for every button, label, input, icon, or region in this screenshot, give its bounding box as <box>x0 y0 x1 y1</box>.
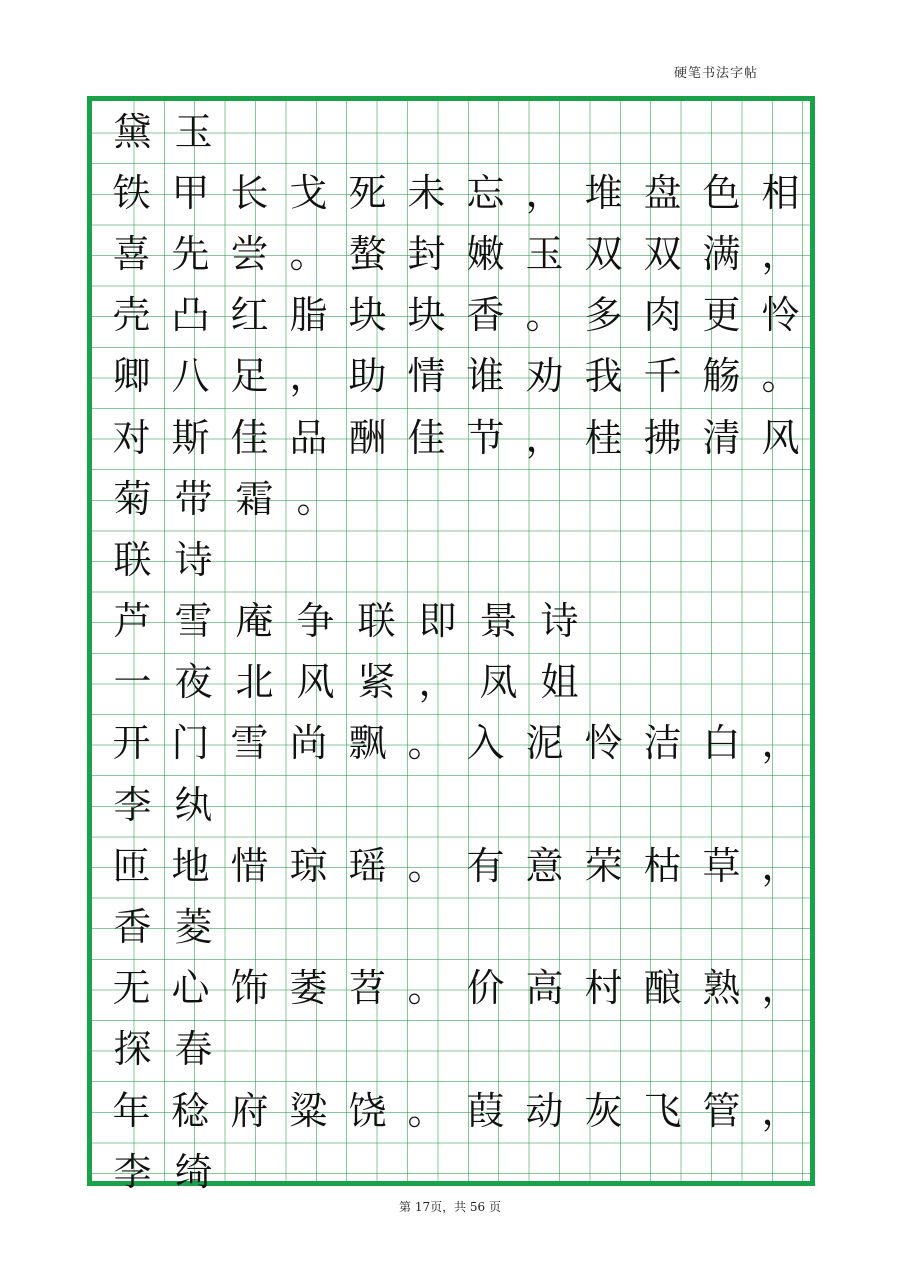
practice-character: 庵 <box>235 599 274 644</box>
practice-character: 色 <box>702 170 741 215</box>
practice-character: 。 <box>407 721 446 766</box>
practice-character: 联 <box>357 599 396 644</box>
practice-character: ， <box>525 415 564 460</box>
practice-character: 更 <box>702 293 741 338</box>
practice-character: 白 <box>702 721 741 766</box>
practice-character: 动 <box>525 1088 564 1133</box>
practice-character: 景 <box>479 599 518 644</box>
practice-character: 尚 <box>289 721 328 766</box>
practice-row <box>92 468 810 529</box>
practice-character: 黛 <box>113 109 152 154</box>
page-number: 第 17页，共 56 页 <box>399 1200 501 1214</box>
practice-character: 凸 <box>171 293 210 338</box>
practice-character: 谁 <box>466 354 505 399</box>
practice-character: 佳 <box>230 415 269 460</box>
practice-character: 高 <box>525 966 564 1011</box>
practice-character: 喜 <box>112 231 151 276</box>
practice-character: 价 <box>466 966 505 1011</box>
practice-character: 八 <box>171 354 210 399</box>
practice-character: 块 <box>407 293 446 338</box>
practice-grid-sheet <box>87 96 815 1194</box>
practice-character: ， <box>761 843 800 888</box>
practice-character: 有 <box>466 843 505 888</box>
practice-character: 封 <box>407 231 446 276</box>
practice-character: 相 <box>761 170 800 215</box>
practice-character: 拂 <box>643 415 682 460</box>
practice-character: 玉 <box>525 231 564 276</box>
practice-character: 酿 <box>643 966 682 1011</box>
practice-row <box>92 1019 810 1080</box>
practice-character: 怜 <box>761 293 800 338</box>
practice-character: 螯 <box>348 231 387 276</box>
practice-row <box>92 223 810 284</box>
practice-character: 足 <box>230 354 269 399</box>
practice-character: 怜 <box>584 721 623 766</box>
practice-character: 。 <box>289 231 328 276</box>
practice-character: 芦 <box>113 599 152 644</box>
practice-character: 年 <box>112 1088 151 1133</box>
practice-character: 斯 <box>171 415 210 460</box>
practice-character: ， <box>761 231 800 276</box>
practice-character: 霜 <box>235 476 274 521</box>
practice-row <box>92 774 810 835</box>
practice-character: 未 <box>407 170 446 215</box>
practice-character: 飘 <box>348 721 387 766</box>
practice-character: 。 <box>407 843 446 888</box>
practice-character: 惜 <box>230 843 269 888</box>
practice-character: 忘 <box>466 170 505 215</box>
practice-character: 玉 <box>174 109 213 154</box>
practice-character: 情 <box>407 354 446 399</box>
practice-character: 香 <box>466 293 505 338</box>
practice-character: 。 <box>525 293 564 338</box>
practice-character: 草 <box>702 843 741 888</box>
practice-character: 诗 <box>174 537 213 582</box>
practice-character: 千 <box>643 354 682 399</box>
practice-row <box>92 713 810 774</box>
practice-character: 佳 <box>407 415 446 460</box>
practice-rows <box>92 101 810 1202</box>
practice-character: 品 <box>289 415 328 460</box>
practice-character: 香 <box>113 905 152 950</box>
practice-character: 卿 <box>112 354 151 399</box>
practice-character: 带 <box>174 476 213 521</box>
practice-row <box>92 591 810 652</box>
practice-character: 桂 <box>584 415 623 460</box>
practice-character: 李 <box>113 782 152 827</box>
practice-character: 入 <box>466 721 505 766</box>
practice-character: 死 <box>348 170 387 215</box>
practice-row <box>92 835 810 896</box>
practice-character: 我 <box>584 354 623 399</box>
practice-character: 劝 <box>525 354 564 399</box>
practice-character: 府 <box>230 1088 269 1133</box>
practice-character: 心 <box>171 966 210 1011</box>
practice-character: 清 <box>702 415 741 460</box>
practice-character: 堆 <box>584 170 623 215</box>
practice-character: 萎 <box>289 966 328 1011</box>
practice-character: 菊 <box>113 476 152 521</box>
practice-character: 诗 <box>540 599 579 644</box>
practice-character: 尝 <box>230 231 269 276</box>
practice-character: 。 <box>407 1088 446 1133</box>
practice-character: 风 <box>761 415 800 460</box>
practice-character: 。 <box>407 966 446 1011</box>
practice-character: 凤 <box>479 660 518 705</box>
practice-character: 匝 <box>112 843 151 888</box>
practice-character: 夜 <box>174 660 213 705</box>
practice-row <box>92 652 810 713</box>
practice-character: 戈 <box>289 170 328 215</box>
practice-character: 门 <box>171 721 210 766</box>
practice-character: 红 <box>230 293 269 338</box>
practice-character: 粱 <box>289 1088 328 1133</box>
practice-character: 琼 <box>289 843 328 888</box>
practice-character: 雪 <box>230 721 269 766</box>
practice-character: 村 <box>584 966 623 1011</box>
practice-row <box>92 1080 810 1141</box>
practice-character: 脂 <box>289 293 328 338</box>
practice-character: 。 <box>761 354 800 399</box>
practice-character: 管 <box>702 1088 741 1133</box>
practice-character: 满 <box>702 231 741 276</box>
practice-character: ， <box>761 966 800 1011</box>
practice-row <box>92 1141 810 1202</box>
practice-character: 李 <box>113 1149 152 1194</box>
practice-character: 绮 <box>174 1149 213 1194</box>
practice-character: ， <box>418 660 457 705</box>
practice-row <box>92 101 810 162</box>
practice-character: 熟 <box>702 966 741 1011</box>
practice-character: 紧 <box>357 660 396 705</box>
practice-character: 地 <box>171 843 210 888</box>
practice-character: 一 <box>113 660 152 705</box>
practice-character: 双 <box>643 231 682 276</box>
practice-row <box>92 346 810 407</box>
practice-character: 洁 <box>643 721 682 766</box>
practice-character: 菱 <box>174 905 213 950</box>
practice-character: 姐 <box>540 660 579 705</box>
practice-character: 枯 <box>643 843 682 888</box>
practice-character: 酬 <box>348 415 387 460</box>
practice-character: 春 <box>174 1027 213 1072</box>
practice-character: 瑶 <box>348 843 387 888</box>
practice-character: 葭 <box>466 1088 505 1133</box>
practice-character: 纨 <box>174 782 213 827</box>
practice-character: ， <box>289 354 328 399</box>
practice-character: 长 <box>230 170 269 215</box>
practice-character: 助 <box>348 354 387 399</box>
practice-character: 苕 <box>348 966 387 1011</box>
practice-character: 觞 <box>702 354 741 399</box>
practice-row <box>92 407 810 468</box>
practice-character: ， <box>525 170 564 215</box>
practice-character: 开 <box>112 721 151 766</box>
practice-character: 意 <box>525 843 564 888</box>
practice-row <box>92 285 810 346</box>
practice-row <box>92 958 810 1019</box>
practice-character: 雪 <box>174 599 213 644</box>
practice-character: 北 <box>235 660 274 705</box>
practice-character: 联 <box>113 537 152 582</box>
practice-character: 争 <box>296 599 335 644</box>
practice-character: 多 <box>584 293 623 338</box>
practice-character: 灰 <box>584 1088 623 1133</box>
practice-character: 无 <box>112 966 151 1011</box>
practice-character: 节 <box>466 415 505 460</box>
practice-character: 即 <box>418 599 457 644</box>
practice-character: 肉 <box>643 293 682 338</box>
practice-character: 饶 <box>348 1088 387 1133</box>
practice-character: 壳 <box>112 293 151 338</box>
practice-character: 先 <box>171 231 210 276</box>
practice-character: 盘 <box>643 170 682 215</box>
practice-character: 块 <box>348 293 387 338</box>
page-header-title: 硬笔书法字帖 <box>673 66 758 81</box>
practice-character: 双 <box>584 231 623 276</box>
practice-character: 荣 <box>584 843 623 888</box>
practice-character: ， <box>761 721 800 766</box>
practice-character: 嫩 <box>466 231 505 276</box>
practice-row <box>92 896 810 957</box>
practice-row <box>92 529 810 590</box>
practice-character: 。 <box>296 476 335 521</box>
practice-character: 稔 <box>171 1088 210 1133</box>
practice-character: 风 <box>296 660 335 705</box>
practice-character: 探 <box>113 1027 152 1072</box>
practice-character: 铁 <box>112 170 151 215</box>
practice-character: 泥 <box>525 721 564 766</box>
practice-character: 甲 <box>171 170 210 215</box>
practice-character: 飞 <box>643 1088 682 1133</box>
practice-character: 饰 <box>230 966 269 1011</box>
practice-row <box>92 162 810 223</box>
practice-character: 对 <box>112 415 151 460</box>
practice-character: ， <box>761 1088 800 1133</box>
